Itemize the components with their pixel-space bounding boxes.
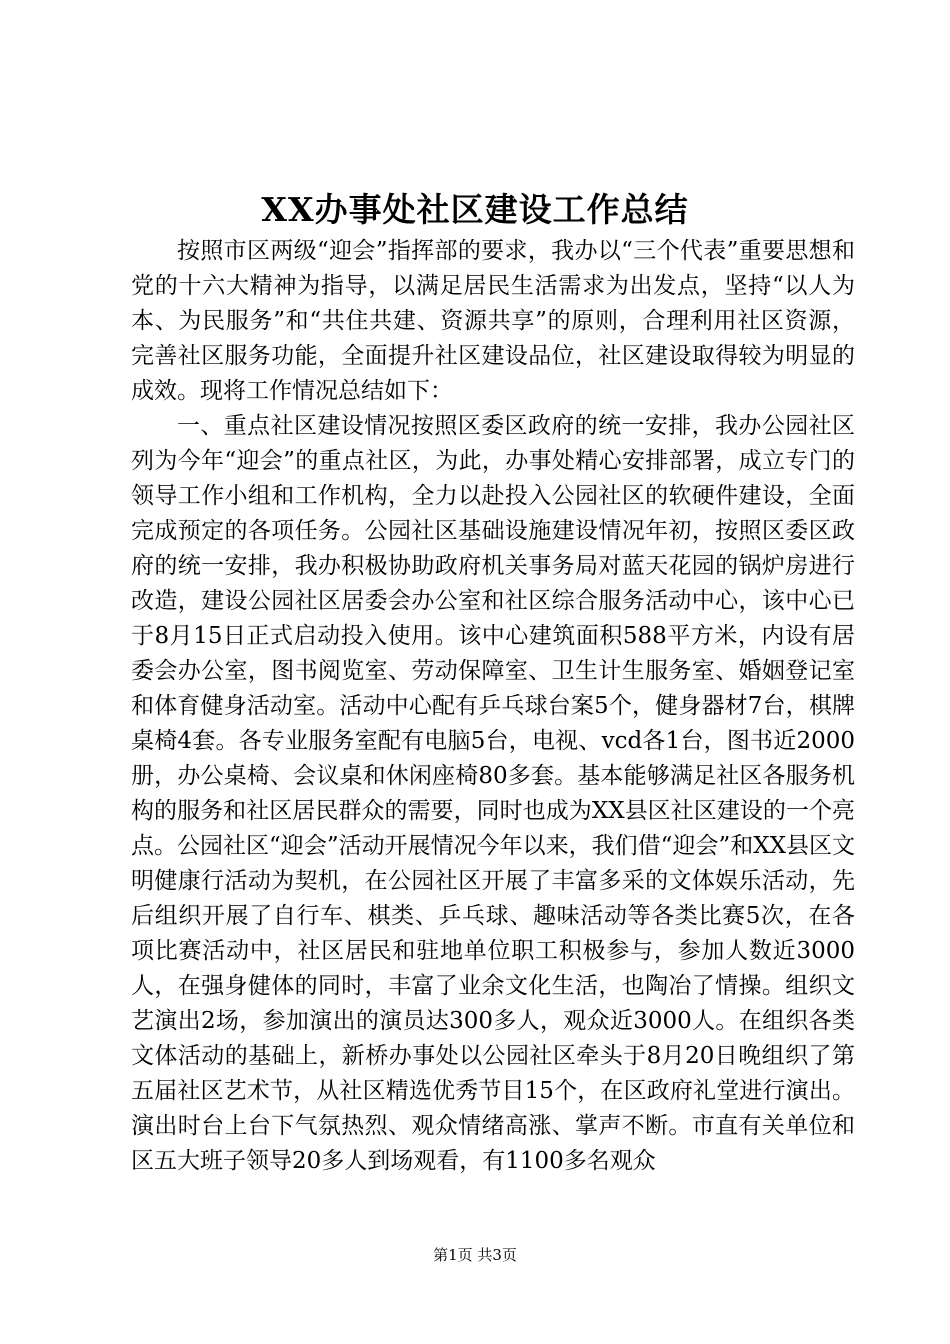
- paragraph-intro: 按照市区两级“迎会”指挥部的要求，我办以“三个代表”重要思想和党的十六大精神为指导，以满足居民生活需求为出发点，坚持“以人为本、为民服务”和“共住共建、资源共享”的原则，合理利用社区资源，完善社区服务功能，全面提升社区建设品位，社区建设取得较为明显的成效。现将工作情况总结如下：: [131, 238, 855, 404]
- document-title: XX办事处社区建设工作总结: [261, 190, 689, 229]
- page-number-footer: 第1页 共3页: [433, 1246, 517, 1264]
- paragraph-section-1: 一、重点社区建设情况按照区委区政府的统一安排，我办公园社区列为今年“迎会”的重点社区，为此，办事处精心安排部署，成立专门的领导工作小组和工作机构，全力以赴投入公园社区的软硬件建设，全面完成预定的各项任务。公园社区基础设施建设情况年初，按照区委区政府的统一安排，我办积极协助政府机关事务局对蓝天花园的锅炉房进行改造，建设公园社区居委会办公室和社区综合服务活动中心，该中心已于8月15日正式启动投入使用。该中心建筑面积588平方米，内设有居委会办公室，图书阅览室、劳动保障室、卫生计生服务室、婚姻登记室和体育健身活动室。活动中心配有乒乓球台案5个，健身器材7台，棋牌桌椅4套。各专业服务室配有电脑5台，电视、vcd各1台，图书近2000册，办公桌椅、会议桌和休闲座椅80多套。基本能够满足社区各服务机构的服务和社区居民群众的需要，同时也成为XX县区社区建设的一个亮点。公园社区“迎会”活动开展情况今年以来，我们借“迎会”和XX县区文明健康行活动为契机，在公园社区开展了丰富多采的文体娱乐活动，先后组织开展了自行车、棋类、乒乓球、趣味活动等各类比赛5次，在各项比赛活动中，社区居民和驻地单位职工积极参与，参加人数近3000人，在强身健体的同时，丰富了业余文化生活，也陶冶了情操。组织文艺演出2场，参加演出的演员达300多人，观众近3000人。在组织各类文体活动的基础上，新桥办事处以公园社区牵头于8月20日晚组织了第五届社区艺术节，从社区精选优秀节目15个，在区政府礼堂进行演出。演出时台上台下气氛热烈、观众情绪高涨、掌声不断。市直有关单位和区五大班子领导20多人到场观看，有1100多名观众: [131, 413, 855, 1174]
- document-body: [131, 234, 855, 1179]
